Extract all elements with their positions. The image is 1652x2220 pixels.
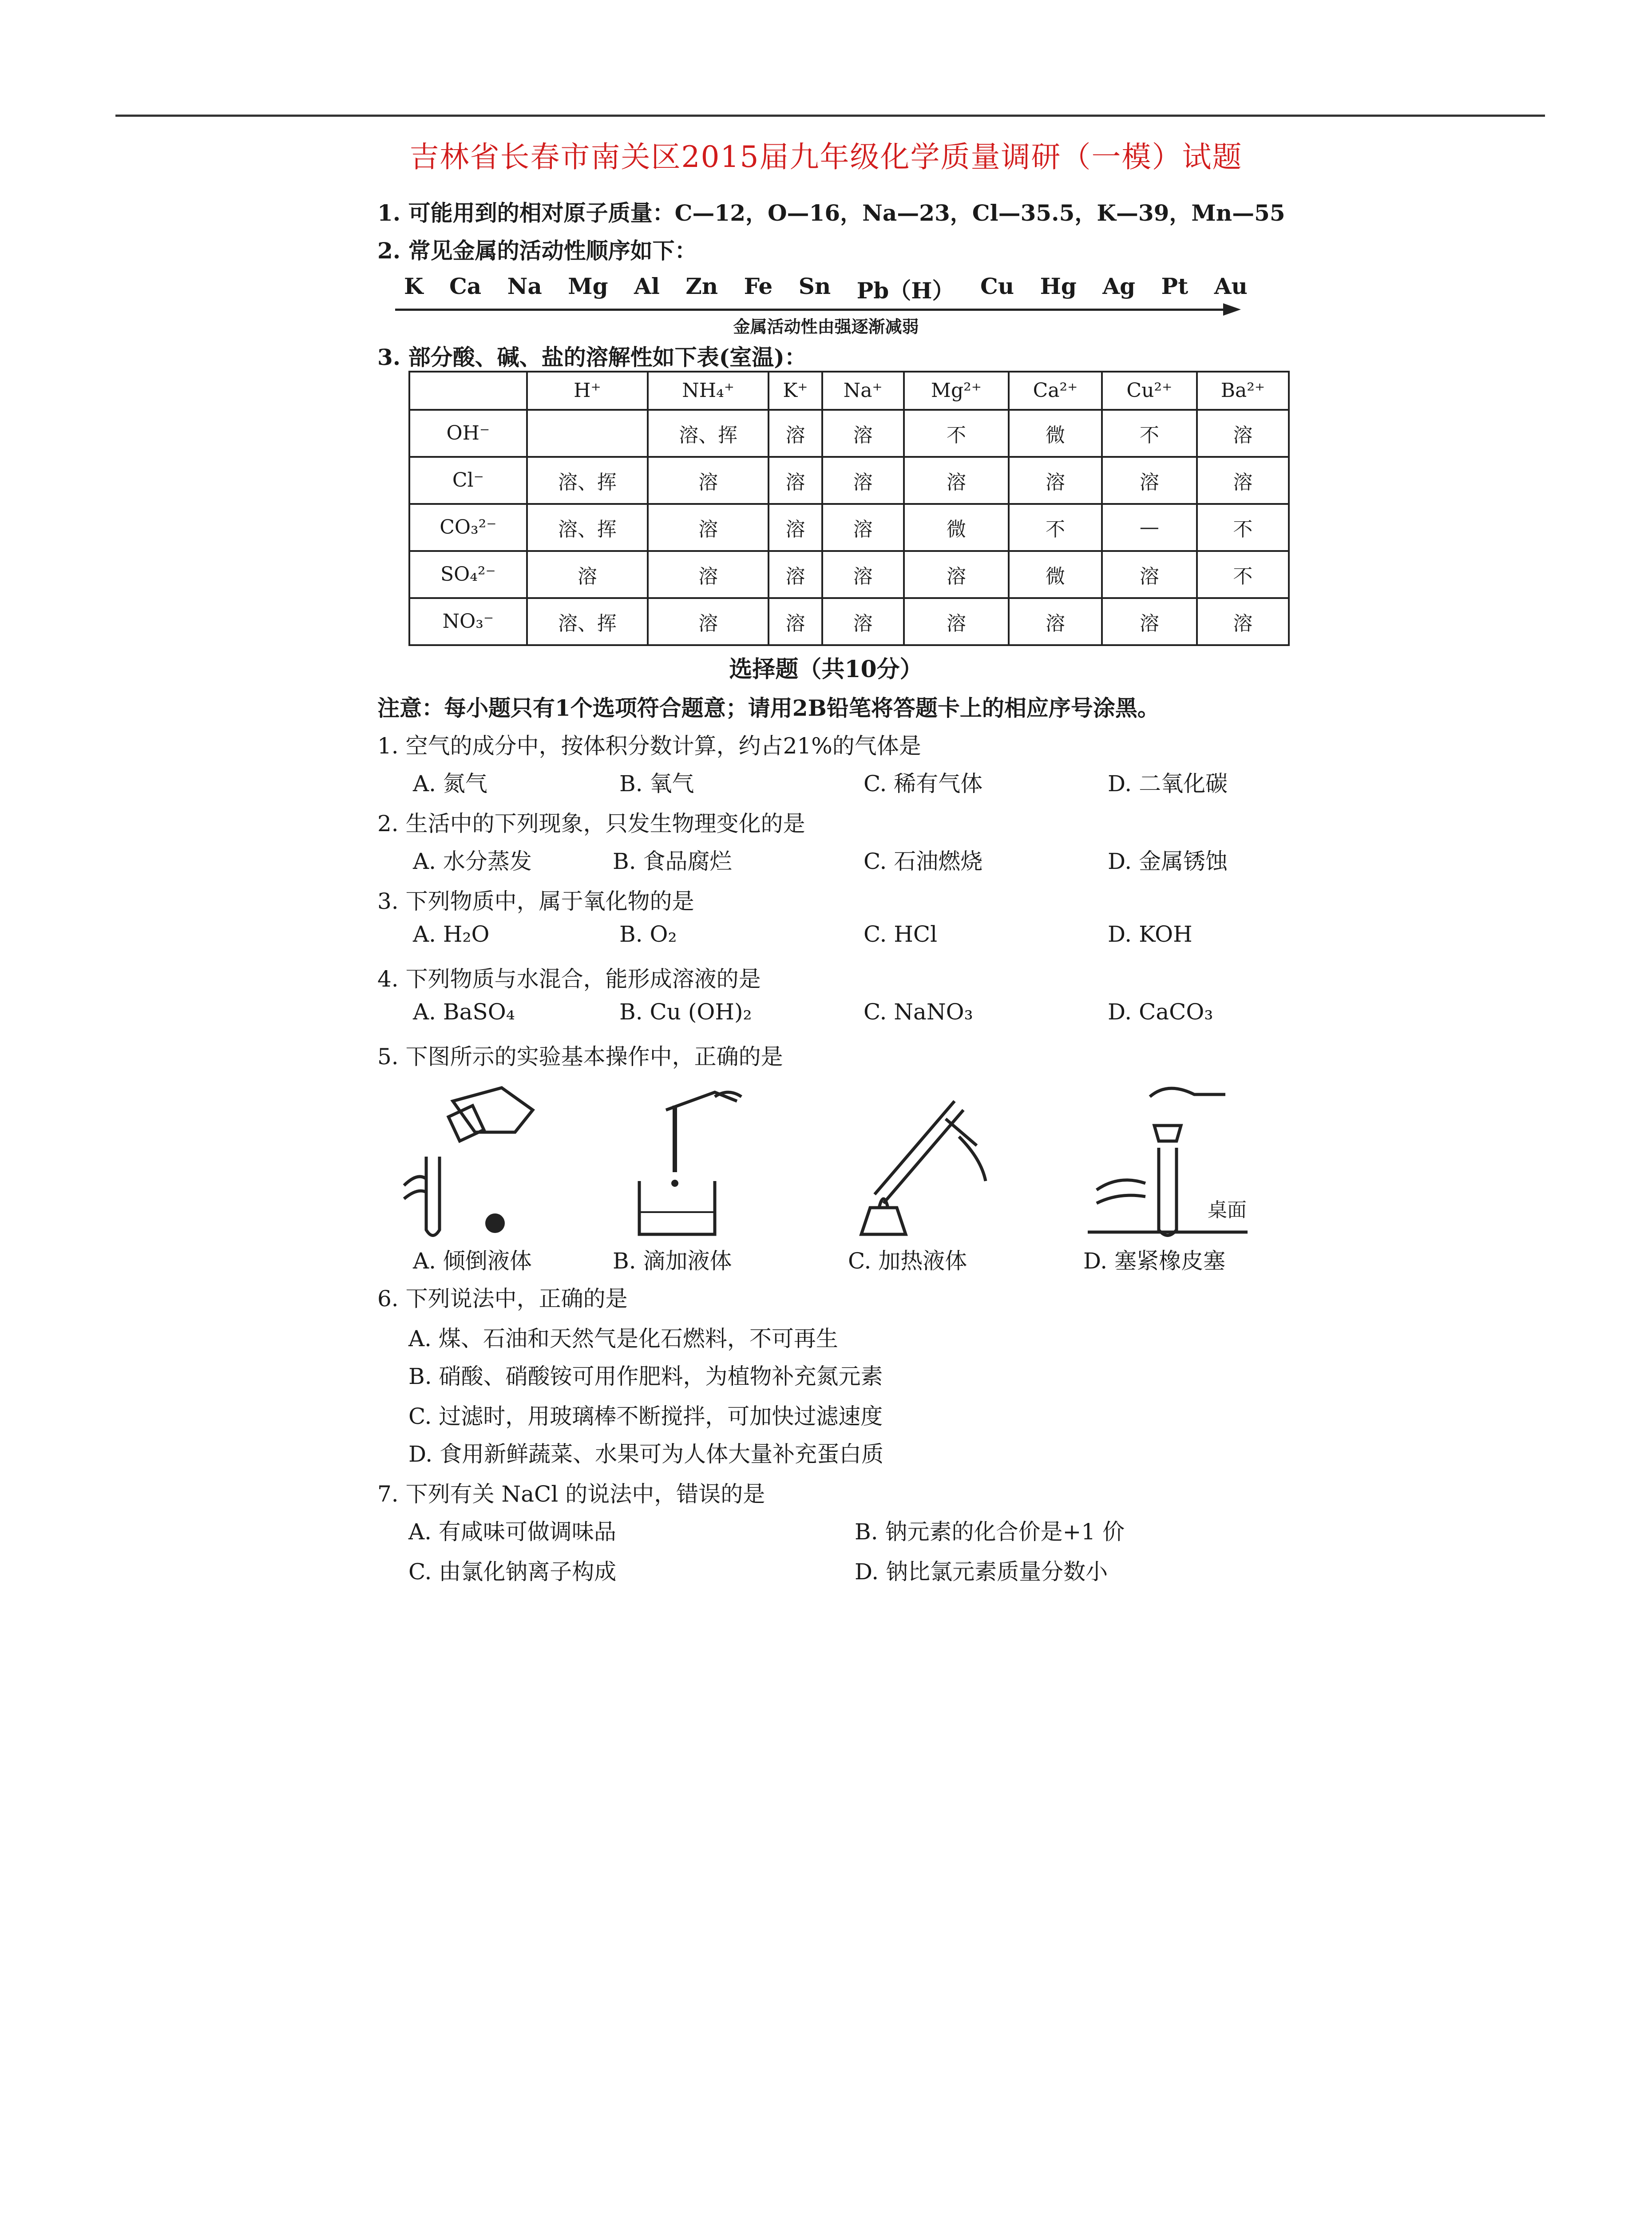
option: A. 煤、石油和天然气是化石燃料，不可再生	[408, 1326, 838, 1352]
option: C. 稀有气体	[864, 771, 983, 797]
table-cell: 溶	[904, 598, 1009, 645]
table-cell: 溶	[769, 457, 822, 504]
question-stem: 3. 下列物质中，属于氧化物的是	[377, 888, 694, 914]
option: A. 氮气	[413, 771, 487, 797]
option: C. 加热液体	[848, 1248, 967, 1274]
figure-heating-liquid	[835, 1083, 1012, 1243]
table-cell: 溶	[1102, 457, 1197, 504]
table-cell: 溶	[1197, 410, 1289, 457]
option: D. 钠比氯元素质量分数小	[855, 1559, 1108, 1585]
table-cell: 溶、挥	[648, 410, 769, 457]
section-title: 选择题（共10分）	[729, 656, 923, 683]
option: D. 金属锈蚀	[1108, 848, 1228, 874]
option: B. 滴加液体	[613, 1248, 732, 1274]
activity-caption: 金属活动性由强逐渐减弱	[733, 317, 919, 337]
note-activity-series: 2. 常见金属的活动性顺序如下：	[377, 238, 697, 264]
table-header-cell: Ba²⁺	[1197, 372, 1289, 410]
table-cell: 溶	[904, 551, 1009, 598]
table-cell: 溶	[822, 504, 904, 551]
table-cell: 溶	[769, 598, 822, 645]
metal-symbol: Zn	[685, 273, 718, 299]
table-cell: 溶、挥	[527, 598, 648, 645]
option: B. 氧气	[619, 771, 694, 797]
metal-symbol: Ca	[449, 273, 482, 299]
table-cell: 溶	[822, 598, 904, 645]
option: D. 塞紧橡皮塞	[1083, 1248, 1226, 1274]
activity-arrow-line	[395, 309, 1225, 311]
option: D. 食用新鲜蔬菜、水果可为人体大量补充蛋白质	[408, 1441, 884, 1467]
metal-symbol: Al	[634, 273, 660, 299]
table-cell: 溶	[527, 551, 648, 598]
question-stem: 6. 下列说法中，正确的是	[377, 1286, 628, 1312]
table-header-cell	[409, 372, 527, 410]
table-cell: —	[1102, 504, 1197, 551]
table-cell: 微	[1009, 551, 1102, 598]
table-row	[409, 410, 1289, 457]
table-cell: 溶	[648, 504, 769, 551]
table-cell: 溶	[648, 551, 769, 598]
table-row	[409, 551, 1289, 598]
option: A. 倾倒液体	[413, 1248, 532, 1274]
table-cell: 溶	[1009, 457, 1102, 504]
option: A. BaSO₄	[413, 999, 515, 1025]
option: A. 有咸味可做调味品	[408, 1519, 616, 1545]
metal-symbol: K	[404, 273, 424, 299]
table-cell: 微	[904, 504, 1009, 551]
table-cell: 溶、挥	[527, 504, 648, 551]
table-cell: 溶	[904, 457, 1009, 504]
option: C. 石油燃烧	[864, 848, 983, 874]
note-solubility: 3. 部分酸、碱、盐的溶解性如下表(室温)：	[377, 344, 807, 370]
table-cell: NO₃⁻	[409, 598, 527, 645]
table-cell: 微	[1009, 410, 1102, 457]
table-cell: 溶	[822, 551, 904, 598]
table-cell: 溶	[769, 551, 822, 598]
figure-pouring-liquid	[400, 1083, 577, 1243]
table-cell: 溶	[648, 598, 769, 645]
option: B. 硝酸、硝酸铵可用作肥料，为植物补充氮元素	[408, 1364, 883, 1389]
option: B. O₂	[619, 921, 677, 947]
question-stem: 7. 下列有关 NaCl 的说法中，错误的是	[377, 1481, 765, 1507]
option: B. 食品腐烂	[613, 848, 732, 874]
table-cell: 溶	[1102, 551, 1197, 598]
option: A. H₂O	[413, 921, 490, 947]
option: C. 由氯化钠离子构成	[408, 1559, 617, 1585]
top-rule	[115, 115, 1545, 117]
table-header-cell: K⁺	[769, 372, 822, 410]
table-cell: SO₄²⁻	[409, 551, 527, 598]
metal-symbol: Ag	[1102, 273, 1136, 299]
metal-symbol: Pb（H）	[856, 278, 955, 304]
solubility-table	[408, 371, 1290, 646]
table-header-cell: Na⁺	[822, 372, 904, 410]
table-cell: Cl⁻	[409, 457, 527, 504]
table-row	[409, 598, 1289, 645]
metal-symbol: Cu	[980, 273, 1014, 299]
metal-symbol: Hg	[1040, 273, 1077, 299]
figure-dropping-liquid	[608, 1083, 786, 1243]
option: C. HCl	[864, 921, 938, 947]
metal-symbol: Fe	[744, 273, 773, 299]
option: D. CaCO₃	[1108, 999, 1213, 1025]
table-cell: 不	[1197, 551, 1289, 598]
table-cell: 不	[904, 410, 1009, 457]
table-header-cell: Mg²⁺	[904, 372, 1009, 410]
metal-symbol: Na	[507, 273, 542, 299]
table-cell: CO₃²⁻	[409, 504, 527, 551]
page-title: 吉林省长春市南关区2015届九年级化学质量调研（一模）试题	[409, 140, 1243, 174]
question-stem: 2. 生活中的下列现象，只发生物理变化的是	[377, 811, 805, 836]
note-atomic-mass: 1. 可能用到的相对原子质量：C—12，O—16，Na—23，Cl—35.5，K—39，Mn—55	[377, 200, 1285, 226]
table-cell: 溶	[1102, 598, 1197, 645]
activity-series	[404, 273, 1248, 305]
table-cell: 不	[1102, 410, 1197, 457]
option: D. KOH	[1108, 921, 1192, 947]
figure-inserting-stopper	[1079, 1083, 1256, 1243]
table-cell: 溶、挥	[527, 457, 648, 504]
table-cell: 溶	[769, 410, 822, 457]
table-row	[409, 457, 1289, 504]
metal-symbol: Au	[1214, 273, 1248, 299]
table-cell: 溶	[822, 410, 904, 457]
instruction: 注意：每小题只有1个选项符合题意；请用2B铅笔将答题卡上的相应序号涂黑。	[377, 695, 1160, 721]
option: B. 钠元素的化合价是+1 价	[855, 1519, 1125, 1545]
option: A. 水分蒸发	[413, 848, 532, 874]
figure-label-desktop: 桌面	[1208, 1199, 1247, 1221]
metal-symbol: Mg	[568, 273, 608, 299]
question-stem: 1. 空气的成分中，按体积分数计算，约占21%的气体是	[377, 733, 921, 759]
table-header-row	[409, 372, 1289, 410]
option: B. Cu (OH)₂	[619, 999, 752, 1025]
table-cell: 不	[1197, 504, 1289, 551]
table-cell: 溶	[822, 457, 904, 504]
option: C. NaNO₃	[864, 999, 973, 1025]
table-cell	[527, 410, 648, 457]
question-stem: 4. 下列物质与水混合，能形成溶液的是	[377, 966, 761, 992]
table-cell: 溶	[769, 504, 822, 551]
table-cell: 溶	[648, 457, 769, 504]
table-cell: 不	[1009, 504, 1102, 551]
option: C. 过滤时，用玻璃棒不断搅拌，可加快过滤速度	[408, 1403, 883, 1429]
table-cell: OH⁻	[409, 410, 527, 457]
metal-symbol: Sn	[798, 273, 831, 299]
option: D. 二氧化碳	[1108, 771, 1228, 797]
table-header-cell: H⁺	[527, 372, 648, 410]
question-stem: 5. 下图所示的实验基本操作中，正确的是	[377, 1044, 783, 1070]
table-header-cell: Cu²⁺	[1102, 372, 1197, 410]
table-cell: 溶	[1197, 598, 1289, 645]
table-cell: 溶	[1009, 598, 1102, 645]
table-cell: 溶	[1197, 457, 1289, 504]
table-header-cell: Ca²⁺	[1009, 372, 1102, 410]
table-header-cell: NH₄⁺	[648, 372, 769, 410]
metal-symbol: Pt	[1161, 273, 1188, 299]
table-row	[409, 504, 1289, 551]
